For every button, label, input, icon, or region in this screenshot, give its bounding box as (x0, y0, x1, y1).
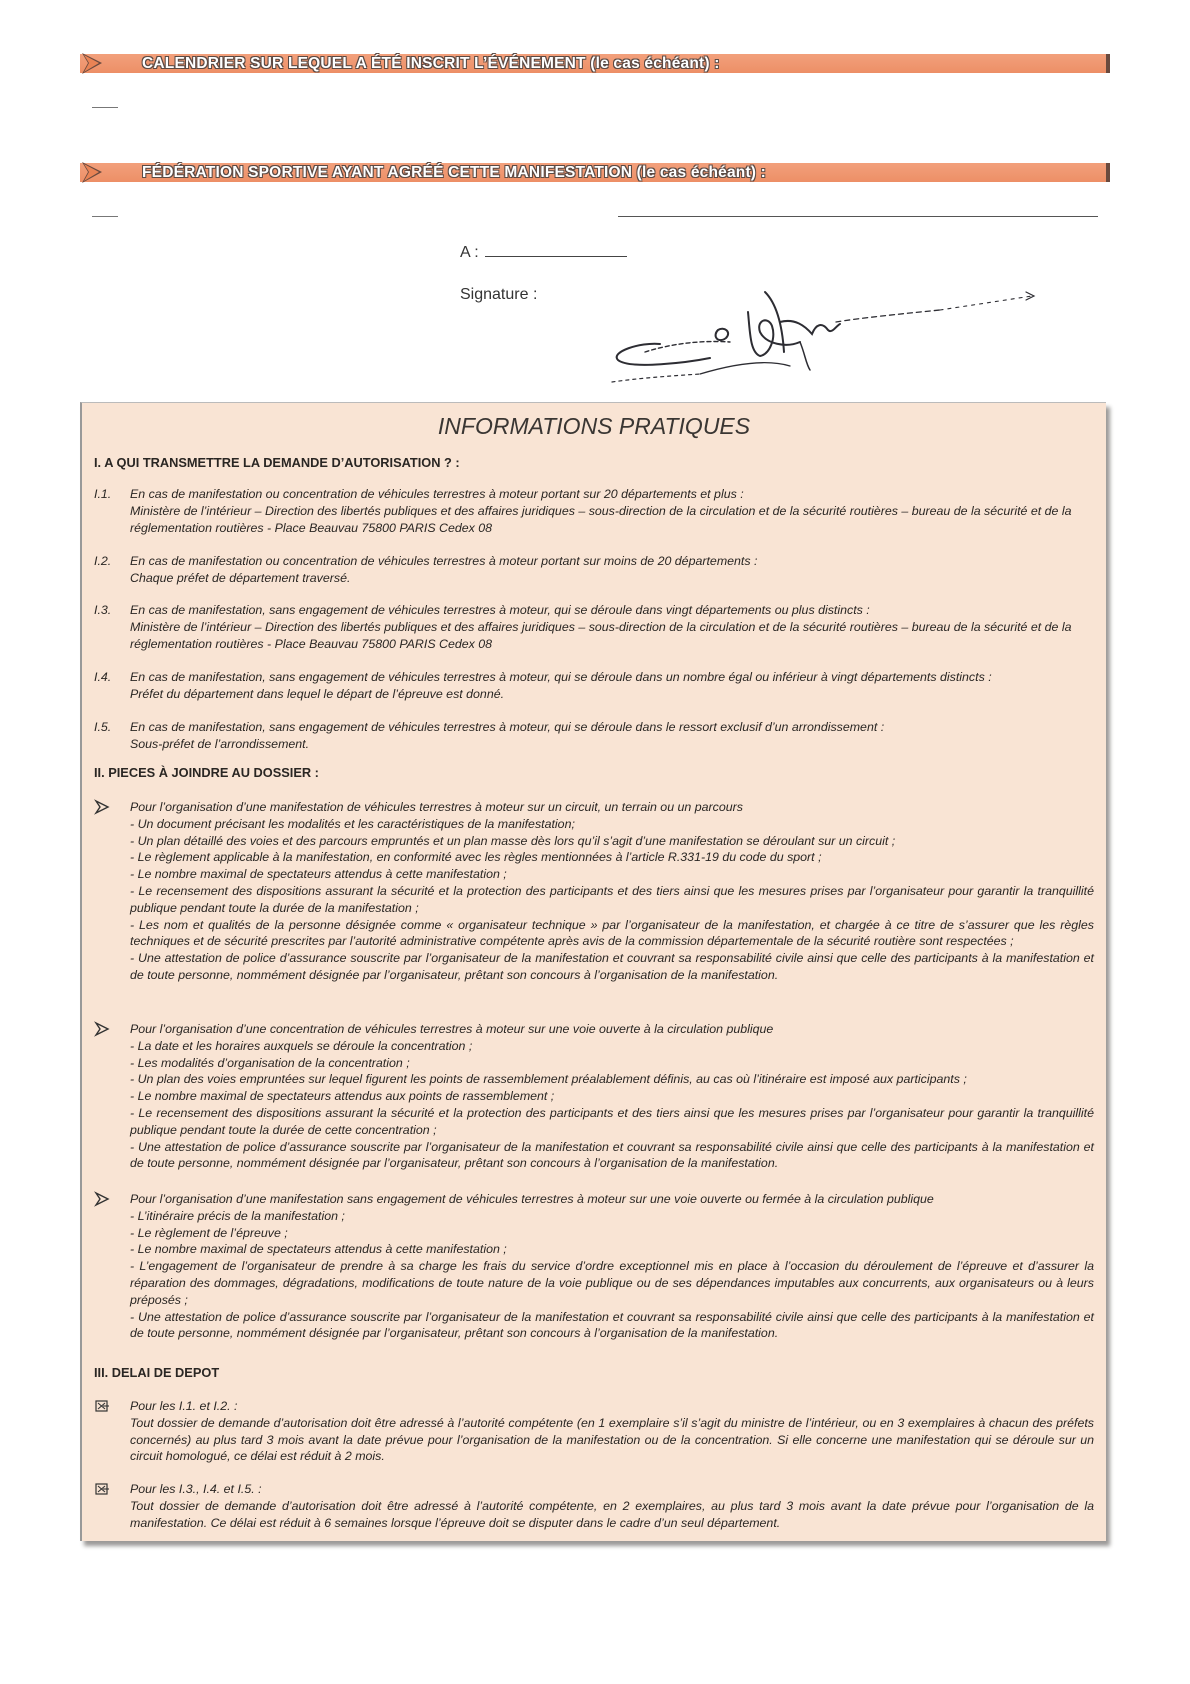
list-item (94, 1398, 1094, 1465)
section-heading: I. A QUI TRANSMETTRE LA DEMANDE D’AUTORISATION ? : (94, 455, 460, 470)
item-line: Ministère de l’intérieur – Direction des libertés publiques et des affaires juridiques – sous-direction de la circulation et de la sécurité routières – bureau de la sécurité et de la réglementation routières - Place Beauvau 75800 PARIS Cedex 08 (130, 504, 1072, 535)
item-number: I.3. (94, 603, 112, 617)
arrowhead-bullet-icon (94, 1021, 110, 1037)
list-item (94, 1191, 1094, 1342)
item-number: I.5. (94, 720, 112, 734)
group-lead: Pour l’organisation d’une concentration de véhicules terrestres à moteur sur une voie ouverte à la circulation publique (130, 1022, 774, 1036)
item-line: En cas de manifestation, sans engagement de véhicules terrestres à moteur, qui se déroule dans un nombre égal ou inférieur à vingt départements distincts : (130, 670, 992, 684)
group-text: Tout dossier de demande d’autorisation doit être adressé à l’autorité compétente (en 1 exemplaire s’il s’agit du ministre de l’intérieur, ou en 3 exemplaires à chacun des préfets concernés) au plus tard 3 mois avant la date prévue pour l’organisation de la manifestation ou de la concentration. Si elle concerne une manifestation qui se déroule sur un circuit homologué, ce délai est réduit à 2 mois. (130, 1415, 1094, 1464)
group-item: - Un plan des voies empruntées sur lequel figurent les points de rassemblement préalablement définis, au cas où l’itinéraire est imposé aux participants ; (130, 1072, 967, 1087)
item-line: Sous-préfet de l’arrondissement. (130, 737, 310, 751)
group-item: - Le règlement applicable à la manifestation, en conformité avec les règles mentionnées à l’article R.331-19 du code du sport ; (130, 850, 822, 865)
list-item (94, 669, 1094, 703)
information-panel (80, 402, 1106, 1541)
checked-box-icon (94, 1481, 110, 1497)
item-number: I.4. (94, 670, 112, 684)
group-item: - Les nom et qualités de la personne désignée comme « organisateur technique » par l’organisateur de la manifestation, et chargée à ce titre de s’assurer que les règles techniques et de sécurité prescrites par l’autorité administrative compétente après avis de la commission départementale de la sécurité routière sont respectées ; (130, 917, 1094, 949)
item-number: I.2. (94, 554, 112, 568)
section-heading: II. PIECES À JOINDRE AU DOSSIER : (94, 765, 319, 780)
calendar-band (80, 54, 1110, 73)
handwritten-signature (600, 282, 1040, 392)
list-item (94, 486, 1094, 537)
arrowhead-bullet-icon (94, 799, 110, 815)
list-item (94, 1481, 1094, 1531)
item-line: Chaque préfet de département traversé. (130, 571, 351, 585)
list-item (94, 799, 1094, 984)
section-heading: III. DELAI DE DEPOT (94, 1365, 220, 1380)
calendar-blank-line (92, 107, 118, 108)
item-line: En cas de manifestation, sans engagement de véhicules terrestres à moteur, qui se déroule dans le ressort exclusif d’un arrondissement : (130, 720, 885, 734)
checked-box-icon (94, 1398, 110, 1414)
signature-label: Signature : (460, 286, 538, 303)
group-item: - Un plan détaillé des voies et des parcours empruntés et un plan masse dès lors qu’il s’agit d’une manifestation se déroulant sur un circuit ; (130, 833, 896, 848)
list-item (94, 602, 1094, 653)
federation-blank-line (92, 216, 118, 217)
federation-band (80, 163, 1110, 182)
group-item: - La date et les horaires auxquels se déroule la concentration ; (130, 1038, 473, 1053)
group-item: - Une attestation de police d’assurance souscrite par l’organisateur de la manifestation et couvrant sa responsabilité civile ainsi que celle des participants à la manifestation et de toute personne, nommément désignée par l’organisateur, prêtant son concours à l’organisation de la manifestation. (130, 1139, 1094, 1171)
group-item: - L’engagement de l’organisateur de prendre à sa charge les frais du service d’ordre exceptionnel mis en place à l’occasion du déroulement de l’épreuve et d’assurer la réparation des dommages, dégradations, modifications de toute nature de la voie publique ou de ses dépendances imputables aux concurrents, aux organisateurs ou à leurs préposés ; (130, 1259, 1094, 1307)
item-line: En cas de manifestation, sans engagement de véhicules terrestres à moteur, qui se déroule dans vingt départements ou plus distincts : (130, 603, 870, 617)
item-line: Préfet du département dans lequel le départ de l’épreuve est donné. (130, 687, 505, 701)
list-item (94, 719, 1094, 753)
group-item: - Le nombre maximal de spectateurs attendus aux points de rassemblement ; (130, 1089, 555, 1104)
group-item: - Une attestation de police d’assurance souscrite par l’organisateur de la manifestation et couvrant sa responsabilité civile ainsi que celle des participants à la manifestation et de toute personne, nommément désignée par l’organisateur, prêtant son concours à l’organisation de la manifestation. (130, 1309, 1094, 1341)
arrowhead-bullet-icon (94, 1191, 110, 1207)
place-field[interactable] (460, 244, 627, 262)
arrow-icon (80, 160, 106, 185)
calendar-band-title: CALENDRIER SUR LEQUEL A ÉTÉ INSCRIT L’ÉVÉNEMENT (le cas échéant) : (142, 55, 720, 72)
list-item (94, 553, 1094, 587)
group-lead: Pour les I.3., I.4. et I.5. : (130, 1482, 262, 1496)
group-item: - Le nombre maximal de spectateurs attendus à cette manifestation ; (130, 1242, 507, 1257)
group-item: - Le règlement de l’épreuve ; (130, 1225, 288, 1240)
federation-band-title: FÉDÉRATION SPORTIVE AYANT AGRÉÉ CETTE MANIFESTATION (le cas échéant) : (142, 164, 767, 181)
group-item: - Un document précisant les modalités et les caractéristiques de la manifestation; (130, 816, 575, 831)
list-item (94, 1021, 1094, 1172)
group-lead: Pour l’organisation d’une manifestation de véhicules terrestres à moteur sur un circuit, un terrain ou un parcours (130, 800, 743, 814)
group-item: - Les modalités d’organisation de la concentration ; (130, 1055, 410, 1070)
group-item: - Le recensement des dispositions assurant la sécurité et la protection des participants et des tiers ainsi que les mesures prises par l’organisateur pour garantir la tranquillité publique pendant toute la durée de la manifestation ; (130, 883, 1094, 915)
group-lead: Pour l’organisation d’une manifestation sans engagement de véhicules terrestres à moteur sur une voie ouverte ou fermée à la circulation publique (130, 1192, 934, 1206)
item-line: En cas de manifestation ou concentration de véhicules terrestres à moteur portant sur moins de 20 départements : (130, 554, 758, 568)
group-item: - Le nombre maximal de spectateurs attendus à cette manifestation ; (130, 867, 507, 882)
group-lead: Pour les I.1. et I.2. : (130, 1399, 238, 1413)
item-line: Ministère de l’intérieur – Direction des libertés publiques et des affaires juridiques – sous-direction de la circulation et de la sécurité routières – bureau de la sécurité et de la réglementation routières - Place Beauvau 75800 PARIS Cedex 08 (130, 620, 1072, 651)
arrow-icon (80, 51, 106, 76)
item-number: I.1. (94, 487, 112, 501)
item-line: En cas de manifestation ou concentration de véhicules terrestres à moteur portant sur 20 départements et plus : (130, 487, 744, 501)
group-item: - Une attestation de police d’assurance souscrite par l’organisateur de la manifestation et couvrant sa responsabilité civile ainsi que celle des participants à la manifestation et de toute personne, nommément désignée par l’organisateur, prêtant son concours à l’organisation de la manifestation. (130, 951, 1094, 982)
place-label: A : (460, 244, 479, 261)
federation-field-line (618, 216, 1098, 217)
group-item: - Le recensement des dispositions assurant la sécurité et la protection des participants et des tiers ainsi que les mesures prises par l’organisateur pour garantir la tranquillité publique pendant toute la durée de cette concentration ; (130, 1105, 1094, 1137)
panel-title: INFORMATIONS PRATIQUES (437, 413, 751, 439)
group-item: - L’itinéraire précis de la manifestation ; (130, 1208, 345, 1223)
group-text: Tout dossier de demande d’autorisation doit être adressé à l’autorité compétente, en 2 exemplaires, au plus tard 3 mois avant la date prévue pour l’organisation de la manifestation. Ce délai est réduit à 6 semaines lorsque l’épreuve doit se disputer dans le cadre d’un seul département. (130, 1498, 1094, 1530)
place-input-line[interactable] (485, 244, 627, 257)
